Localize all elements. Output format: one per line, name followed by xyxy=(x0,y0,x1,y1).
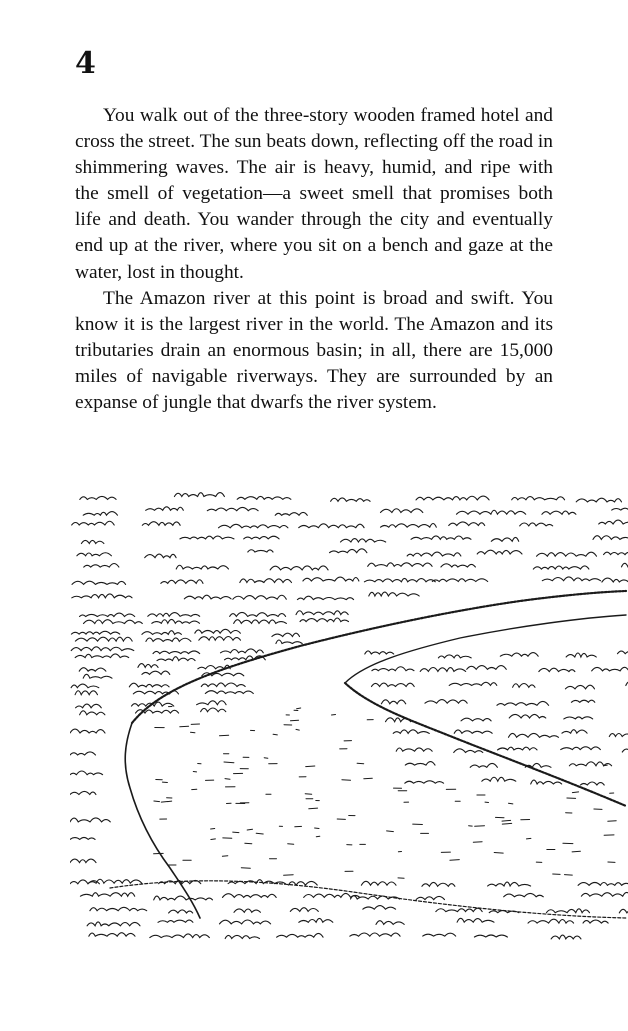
foliage-stroke xyxy=(602,578,628,582)
foliage-stroke xyxy=(350,933,400,936)
foliage-stroke xyxy=(593,536,628,540)
foliage-stroke xyxy=(423,933,456,936)
foliage-stroke xyxy=(219,524,288,528)
foliage-stroke xyxy=(234,620,287,624)
foliage-stroke xyxy=(133,691,178,694)
foliage-stroke xyxy=(70,859,96,863)
foliage-stroke xyxy=(201,683,245,687)
foliage-stroke xyxy=(83,512,117,516)
foliage-stroke xyxy=(142,522,180,526)
foliage-stroke xyxy=(331,498,370,501)
foliage-stroke xyxy=(432,579,487,582)
foliage-stroke xyxy=(81,540,103,543)
water-ripple xyxy=(273,734,277,735)
foliage-stroke xyxy=(70,791,96,794)
foliage-stroke xyxy=(72,521,115,525)
foliage-stroke xyxy=(461,718,491,721)
water-ripple xyxy=(296,729,299,730)
water-ripple xyxy=(264,758,268,759)
water-ripple xyxy=(225,779,230,780)
foliage-stroke xyxy=(405,762,435,766)
foliage-stroke xyxy=(546,909,589,913)
foliage-stroke xyxy=(71,684,99,688)
foliage-stroke xyxy=(299,524,364,528)
foliage-stroke xyxy=(622,749,628,753)
foliage-stroke xyxy=(72,581,126,584)
foliage-stroke xyxy=(70,837,95,839)
foliage-stroke xyxy=(509,714,546,718)
foliage-stroke xyxy=(564,717,593,719)
foliage-stroke xyxy=(488,882,531,886)
foliage-stroke xyxy=(129,683,169,687)
foliage-stroke xyxy=(145,554,176,558)
foliage-stroke xyxy=(84,564,119,568)
foliage-stroke xyxy=(457,918,494,922)
foliage-stroke xyxy=(500,653,538,657)
foliage-stroke xyxy=(70,729,105,733)
water-ripple xyxy=(387,831,394,832)
foliage-stroke xyxy=(604,552,628,554)
water-ripple xyxy=(154,801,160,802)
foliage-stroke xyxy=(561,747,601,750)
foliage-stroke xyxy=(618,651,628,654)
foliage-stroke xyxy=(441,564,476,567)
foliage-stroke xyxy=(576,498,621,502)
foliage-stroke xyxy=(381,524,437,528)
foliage-stroke xyxy=(474,935,507,937)
water-ripple xyxy=(233,832,239,833)
foliage-stroke xyxy=(566,653,596,657)
foliage-stroke xyxy=(581,892,628,896)
foliage-stroke xyxy=(420,668,466,672)
foliage-stroke xyxy=(297,596,353,599)
water-ripple xyxy=(220,735,229,736)
water-ripple xyxy=(450,860,459,861)
foliage-stroke xyxy=(84,620,143,624)
water-ripple xyxy=(502,823,511,824)
foliage-stroke xyxy=(75,654,129,658)
left-riverbank xyxy=(125,723,200,918)
foliage-stroke xyxy=(528,919,574,923)
water-ripple xyxy=(494,853,503,854)
foliage-stroke xyxy=(609,734,628,737)
foliage-stroke xyxy=(454,730,492,733)
foliage-stroke xyxy=(531,780,562,784)
foliage-stroke xyxy=(396,748,432,751)
foliage-stroke xyxy=(467,666,507,670)
foliage-stroke xyxy=(201,708,226,712)
island-near-bank xyxy=(345,683,626,806)
foliage-stroke xyxy=(277,933,323,937)
foliage-stroke xyxy=(80,711,105,715)
foliage-stroke xyxy=(230,612,286,616)
foliage-stroke xyxy=(372,683,415,686)
foliage-stroke xyxy=(148,613,200,617)
foliage-stroke xyxy=(87,922,140,926)
foliage-stroke xyxy=(71,647,134,651)
foliage-stroke xyxy=(376,921,404,925)
foliage-stroke xyxy=(578,883,628,886)
foliage-stroke xyxy=(77,553,112,556)
foliage-stroke xyxy=(146,638,191,641)
foliage-stroke xyxy=(299,918,333,922)
foliage-stroke xyxy=(341,539,386,542)
foliage-stroke xyxy=(180,536,234,539)
foliage-stroke xyxy=(75,637,132,641)
water-ripple xyxy=(565,875,573,876)
foliage-stroke xyxy=(146,507,184,511)
foliage-stroke xyxy=(237,496,291,499)
water-ripple xyxy=(191,732,195,733)
foliage-stroke xyxy=(580,782,604,785)
foliage-stroke xyxy=(270,566,328,570)
foliage-stroke xyxy=(583,920,608,923)
foliage-stroke xyxy=(157,657,195,661)
foliage-stroke xyxy=(158,920,193,922)
foliage-stroke xyxy=(240,579,292,583)
foliage-stroke xyxy=(364,578,435,581)
foliage-stroke xyxy=(221,649,264,653)
foliage-stroke xyxy=(619,909,628,913)
foliage-stroke xyxy=(197,701,226,705)
foliage-stroke xyxy=(411,536,471,539)
water-ripple xyxy=(297,708,301,709)
water-ripple xyxy=(315,828,319,829)
foliage-stroke xyxy=(89,933,135,937)
water-ripple xyxy=(211,829,215,830)
foliage-stroke xyxy=(622,563,628,567)
foliage-stroke xyxy=(244,536,279,539)
foliage-stroke xyxy=(142,631,182,635)
foliage-stroke xyxy=(449,682,497,685)
foliage-stroke xyxy=(80,893,134,897)
foliage-stroke xyxy=(363,906,396,910)
foliage-stroke xyxy=(498,747,538,750)
foliage-stroke xyxy=(520,523,553,526)
water-ripple xyxy=(306,766,315,767)
foliage-stroke xyxy=(296,611,348,615)
foliage-stroke xyxy=(303,577,359,581)
foliage-stroke xyxy=(248,550,273,552)
foliage-stroke xyxy=(205,691,253,694)
foliage-stroke xyxy=(220,920,271,924)
foliage-stroke xyxy=(70,818,110,822)
water-ripple xyxy=(224,762,234,763)
foliage-stroke xyxy=(438,655,471,658)
foliage-stroke xyxy=(422,882,455,886)
foliage-stroke xyxy=(234,909,260,912)
foliage-stroke xyxy=(153,651,200,654)
page-number: 4 xyxy=(75,46,96,81)
foliage-stroke xyxy=(436,908,482,911)
foliage-stroke xyxy=(225,935,259,938)
foliage-stroke xyxy=(393,730,429,734)
water-ripple xyxy=(247,829,252,830)
foliage-stroke xyxy=(223,894,277,898)
foliage-stroke xyxy=(169,910,193,913)
foliage-stroke xyxy=(76,704,102,708)
foliage-stroke xyxy=(361,881,396,885)
foliage-stroke xyxy=(80,496,116,499)
foliage-stroke xyxy=(70,771,103,775)
illustration-svg xyxy=(70,488,628,943)
foliage-stroke xyxy=(330,549,367,553)
foliage-stroke xyxy=(562,730,587,734)
foliage-stroke xyxy=(138,664,158,668)
water-ripple xyxy=(502,820,511,821)
foliage-stroke xyxy=(571,700,594,702)
foliage-stroke xyxy=(551,935,581,939)
water-ripple xyxy=(332,715,336,716)
foliage-stroke xyxy=(71,631,119,634)
water-ripple xyxy=(288,844,294,845)
foliage-stroke xyxy=(369,592,419,596)
foliage-stroke xyxy=(70,752,96,755)
foliage-stroke xyxy=(174,493,224,497)
foliage-stroke xyxy=(592,667,628,671)
water-ripple xyxy=(180,726,189,727)
foliage-stroke xyxy=(542,511,576,514)
foliage-stroke xyxy=(75,691,97,695)
foliage-stroke xyxy=(150,934,210,938)
foliage-stroke xyxy=(199,637,241,641)
water-ripple xyxy=(291,720,299,721)
water-ripple xyxy=(245,843,252,844)
foliage-stroke xyxy=(161,580,203,584)
foliage-stroke xyxy=(416,496,489,500)
foliage-stroke xyxy=(233,595,287,599)
water-ripple xyxy=(222,856,227,857)
river-jungle-illustration xyxy=(70,488,628,943)
foliage-stroke xyxy=(509,733,559,737)
foliage-stroke xyxy=(504,893,544,896)
water-ripple xyxy=(342,780,351,781)
foliage-stroke xyxy=(454,749,483,753)
foliage-stroke xyxy=(457,510,526,514)
water-ripple xyxy=(527,838,531,839)
foliage-stroke xyxy=(142,671,170,674)
foliage-stroke xyxy=(154,896,213,900)
paragraph-1: You walk out of the three-story wooden framed hotel and cross the street. The sun beats down, reflecting off the road in shimmering waves. The air is heavy, humid, and ripe with the smell of vegetation—a sweet smell that promises both life and death. You wander through the city and eventually end up at the river, where you sit on a bench and gaze at the water, lost in thought. xyxy=(75,105,553,283)
foliage-stroke xyxy=(290,908,318,912)
foliage-stroke xyxy=(491,537,518,541)
water-ripple xyxy=(475,826,485,827)
foliage-stroke xyxy=(72,594,132,598)
foliage-stroke xyxy=(83,674,112,678)
foliage-stroke xyxy=(90,907,147,910)
foliage-stroke xyxy=(407,552,461,556)
water-ripple xyxy=(284,875,294,876)
foliage-stroke xyxy=(368,563,432,567)
foliage-stroke xyxy=(449,522,485,526)
foliage-stroke xyxy=(533,566,589,569)
foliage-stroke xyxy=(539,668,575,671)
water-ripple xyxy=(572,792,578,793)
water-ripple xyxy=(603,765,607,766)
water-ripple xyxy=(509,803,513,804)
foliage-stroke xyxy=(152,619,200,623)
foliage-stroke xyxy=(381,700,405,704)
foliage-stroke xyxy=(565,685,594,689)
foliage-stroke xyxy=(416,896,444,899)
foliage-stroke xyxy=(381,509,423,513)
foliage-stroke xyxy=(79,668,106,672)
foliage-stroke xyxy=(176,565,228,569)
foliage-stroke xyxy=(482,777,516,781)
water-ripple xyxy=(572,851,580,852)
foliage-stroke xyxy=(372,667,414,671)
body-text xyxy=(75,103,553,416)
foliage-stroke xyxy=(365,651,394,654)
foliage-stroke xyxy=(405,781,444,783)
foliage-stroke xyxy=(272,633,300,636)
foliage-stroke xyxy=(512,497,565,500)
foliage-stroke xyxy=(300,618,349,622)
water-ripple xyxy=(241,868,250,869)
water-ripple xyxy=(211,839,216,840)
foliage-stroke xyxy=(537,552,597,556)
water-ripple xyxy=(309,808,318,809)
foliage-stroke xyxy=(184,595,231,599)
foliage-stroke xyxy=(425,700,467,704)
foliage-stroke xyxy=(275,512,307,515)
foliage-stroke xyxy=(542,577,600,581)
foliage-stroke xyxy=(276,640,302,644)
foliage-stroke xyxy=(513,684,535,688)
foliage-stroke xyxy=(497,701,549,705)
foliage-stroke xyxy=(80,613,135,616)
water-ripple xyxy=(161,802,167,803)
water-ripple xyxy=(168,801,172,802)
foliage-stroke xyxy=(195,629,241,633)
paragraph-2: The Amazon river at this point is broad and swift. You know it is the largest river in the world. The Amazon and its tributaries drain an enormous basin; in all, there are 15,000 miles of navigable riverways. They are surrounded by an expanse of jungle that dwarfs the river system. xyxy=(75,287,553,414)
foliage-stroke xyxy=(612,506,628,510)
foliage-stroke xyxy=(599,520,628,524)
foliage-stroke xyxy=(470,763,497,767)
foliage-stroke xyxy=(207,507,258,510)
foliage-stroke xyxy=(477,550,522,554)
water-ripple xyxy=(256,833,263,834)
